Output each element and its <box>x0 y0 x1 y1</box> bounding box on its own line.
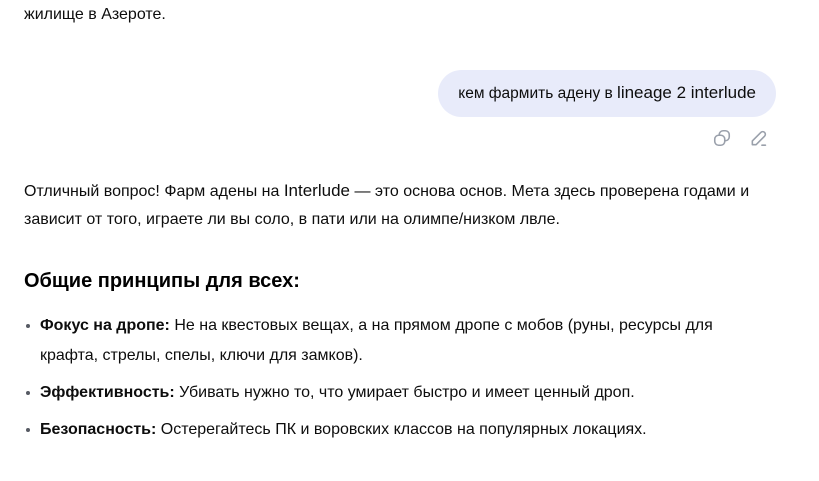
principles-list <box>24 311 795 445</box>
bullet-label: Эффективность: <box>40 384 175 401</box>
assistant-intro-paragraph <box>24 177 769 234</box>
user-message-latin-text: lineage 2 interlude <box>617 83 756 102</box>
message-actions <box>0 128 819 148</box>
user-message-row <box>0 70 819 117</box>
intro-latin-text: Interlude <box>283 181 350 200</box>
edit-button[interactable] <box>749 128 769 148</box>
user-message-text: кем фармить адену в <box>458 85 618 102</box>
user-message-bubble <box>438 70 776 117</box>
assistant-message <box>0 177 819 445</box>
list-item <box>24 311 759 371</box>
list-item <box>24 415 759 445</box>
bullet-label: Фокус на дропе: <box>40 317 170 334</box>
section-heading: Общие принципы для всех: <box>24 270 300 292</box>
list-item <box>24 378 759 408</box>
intro-text-before: Отличный вопрос! Фарм адены на <box>24 183 284 200</box>
bullet-text: Остерегайтесь ПК и воровских классов на популярных локациях. <box>156 421 647 438</box>
previous-message-text: жилище в Азероте. <box>24 6 166 23</box>
bullet-text: Убивать нужно то, что умирает быстро и имеет ценный дроп. <box>174 384 635 401</box>
edit-icon <box>749 128 769 148</box>
copy-button[interactable] <box>712 128 732 148</box>
bullet-text: Не на квестовых вещах, а на прямом дропе с мобов (руны, ресурсы для крафта, стрелы, спелы, ключи для замков). <box>40 317 713 364</box>
bullet-label: Безопасность: <box>40 421 157 438</box>
intro-text-after: — это основа основ. Мета здесь проверена годами и зависит от того, играете ли вы соло, в пати или на олимпе/низком лвле. <box>24 183 750 228</box>
copy-icon <box>712 128 732 148</box>
